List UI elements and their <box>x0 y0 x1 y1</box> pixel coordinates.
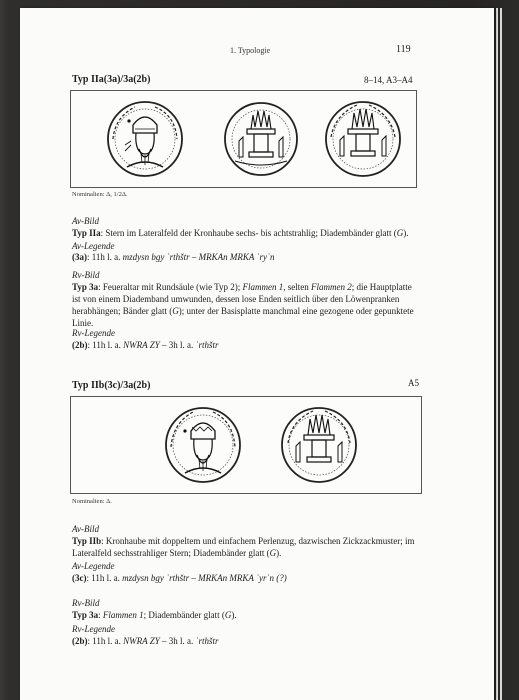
av-leg-code-2: (3c) <box>72 573 87 583</box>
rv-desc-c-2: ). <box>231 610 237 620</box>
coin-figure-box-2 <box>70 396 422 494</box>
rv-bild-text-2 <box>72 609 427 621</box>
av-legende-label-2: Av-Legende <box>72 561 115 571</box>
coin-figure-box-1 <box>70 90 417 188</box>
rv-legende-text-2 <box>72 635 427 647</box>
rv-leg-pos-1: : 11h l. a. <box>87 340 124 350</box>
book-page <box>20 8 494 700</box>
av-leg-pos-1: : 11h l. a. <box>87 252 123 262</box>
av-legende-text-1 <box>72 251 422 263</box>
rv-leg-inscription-1: NWRA ZY <box>123 340 160 350</box>
av-type-2: Typ IIb <box>72 536 102 546</box>
rv-leg-inscription-2: NWRA ZY <box>123 636 160 646</box>
av-leg-pos-2: : 11h l. a. <box>86 573 123 583</box>
av-bild-label-1: Av-Bild <box>72 216 99 226</box>
rv-type-1: Typ 3a <box>72 282 99 292</box>
rv-type-2: Typ 3a <box>72 610 99 620</box>
av-legende-text-2 <box>72 572 427 584</box>
obverse-bust-coin-3 <box>163 405 243 485</box>
type-reference-2: A5 <box>408 378 419 388</box>
rv-desc-a-1: : Feueraltar mit Rundsäule (wie Typ 2); <box>98 282 243 292</box>
rv-desc-d-1: ); unter der Basisplatte manchmal eine gezogene oder gepunktete Linie. <box>72 306 414 328</box>
rv-legende-label-1: Rv-Legende <box>72 328 115 338</box>
rv-bild-label-1: Rv-Bild <box>72 270 100 280</box>
page-number: 119 <box>396 44 411 55</box>
nominal-caption-1: Nominalien: Δ, 1/2Δ. <box>72 191 128 198</box>
rv-g-2: G <box>224 610 232 620</box>
av-bild-text-2 <box>72 535 427 559</box>
rv-leg-code-2: (2b) <box>72 636 88 646</box>
type-heading-2: Typ IIb(3c)/3a(2b) <box>72 380 151 391</box>
av-bild-text-1 <box>72 227 422 239</box>
rv-bild-text-1 <box>72 281 422 329</box>
page-edge-far <box>500 8 502 700</box>
reverse-altar-coin-1 <box>221 99 301 179</box>
rv-leg-pos-2: : 11h l. a. <box>87 636 124 646</box>
av-end-2: ). <box>276 548 282 558</box>
av-end-1: ). <box>403 228 409 238</box>
rv-desc-b-2: ; Diadembänder glatt ( <box>143 610 225 620</box>
rv-desc-a-2: : <box>98 610 103 620</box>
rv-bild-label-2: Rv-Bild <box>72 598 100 608</box>
running-head: 1. Typologie <box>230 46 271 55</box>
reverse-altar-coin-2 <box>323 99 403 179</box>
av-leg-code-1: (3a) <box>72 252 87 262</box>
rv-leg-pos2-2: – 3h l. a. <box>159 636 196 646</box>
rv-legende-label-2: Rv-Legende <box>72 624 115 634</box>
type-heading-1: Typ IIa(3a)/3a(2b) <box>72 74 151 85</box>
av-bild-label-2: Av-Bild <box>72 524 99 534</box>
nominal-caption-2: Nominalien: Δ. <box>72 498 112 505</box>
av-desc-1: : Stern im Lateralfeld der Kronhaube sechs- bis achtstrahlig; Diadembänder glatt ( <box>100 228 397 238</box>
rv-leg-inscription2-1: ʾrthštr <box>195 340 219 350</box>
rv-flammen-2b: Flammen 1 <box>102 610 144 620</box>
av-desc-2: : Kronhaube mit doppeltem und einfachem Perlenzug, dazwischen Zickzackmuster; im Lateralfeld sechsstrahliger Stern; Diadembänder glatt ( <box>72 536 415 558</box>
av-g-1: G <box>396 228 404 238</box>
rv-flammen-2: Flammen 2 <box>311 282 352 292</box>
rv-legende-text-1 <box>72 339 422 351</box>
rv-flammen-1: Flammen 1 <box>242 282 284 292</box>
rv-leg-code-1: (2b) <box>72 340 88 350</box>
obverse-bust-coin-1 <box>105 99 185 179</box>
rv-desc-b-1: , selten <box>283 282 312 292</box>
av-leg-inscription-1: mzdysn bgy ʾrthštr – MRKAn MRKA ʾryʾn <box>122 252 275 262</box>
av-g-2: G <box>269 548 277 558</box>
rv-leg-inscription2-2: ʾrthštr <box>195 636 219 646</box>
av-type-1: Typ IIa <box>72 228 101 238</box>
rv-desc-c-1: ; die Hauptplatte ist von einem Diademband umwunden, dessen lose Enden seitlich über den Löwenpranken herabhängen; Bänder glatt ( <box>72 282 412 316</box>
page-edge-right <box>496 8 498 700</box>
rv-g-1: G <box>172 306 179 316</box>
reverse-altar-coin-3 <box>279 405 359 485</box>
av-leg-inscription-2: mzdysn bgy ʾrthštr – MRKAn MRKA ʾyrʾn (?) <box>122 573 287 583</box>
av-legende-label-1: Av-Legende <box>72 241 115 251</box>
type-reference-1: 8–14, A3–A4 <box>364 75 413 85</box>
rv-leg-pos2-1: – 3h l. a. <box>159 340 196 350</box>
